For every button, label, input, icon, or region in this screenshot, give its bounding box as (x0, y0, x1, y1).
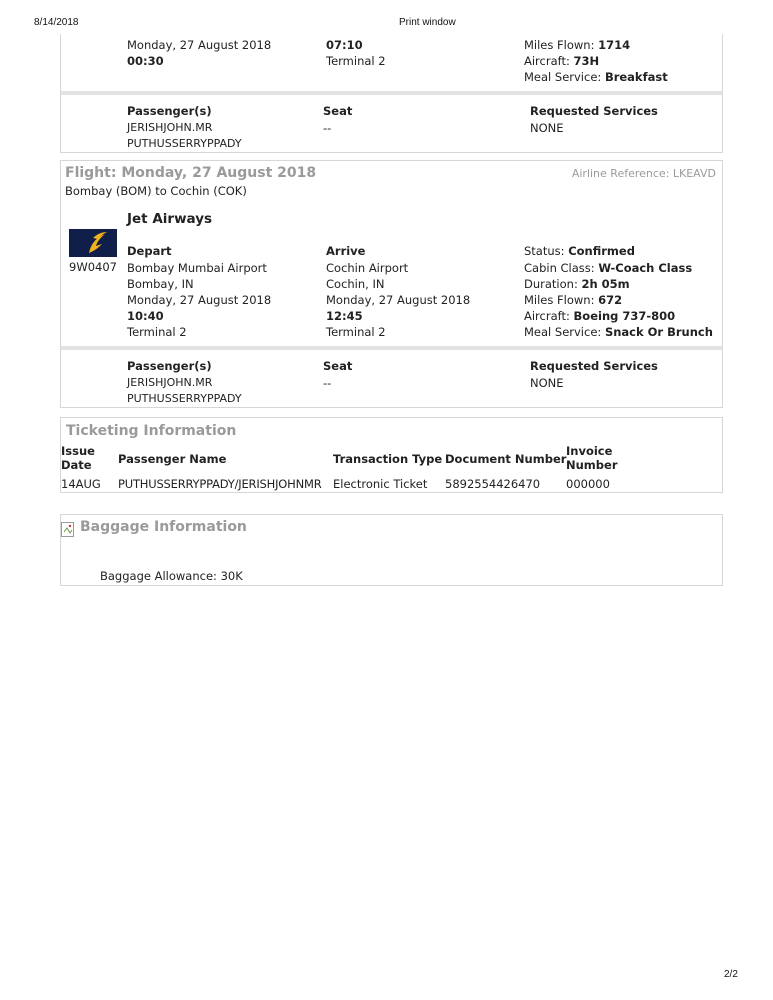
arrive-city: Cochin, IN (326, 277, 385, 291)
seat-header: Seat (323, 359, 353, 373)
depart-airport: Bombay Mumbai Airport (127, 261, 267, 275)
flight-separator (61, 346, 722, 350)
depart-header: Depart (127, 244, 172, 258)
col-transaction-type: Transaction Type (333, 452, 443, 466)
jet-airways-logo-icon (69, 229, 117, 257)
flight-status: Status: Confirmed (524, 244, 635, 258)
prev-separator (61, 91, 722, 95)
baggage-allowance: Baggage Allowance: 30K (100, 569, 243, 583)
print-date: 8/14/2018 (34, 17, 79, 28)
airline-name: Jet Airways (127, 211, 213, 227)
airline-reference: Airline Reference: LKEAVD (571, 167, 716, 180)
meal-service: Meal Service: Snack Or Brunch (524, 325, 713, 339)
row-issue-date: 14AUG (61, 477, 101, 491)
prev-aircraft: Aircraft: 73H (524, 54, 600, 68)
flight-title: Flight: Monday, 27 August 2018 (65, 165, 317, 181)
page-number: 2/2 (724, 969, 738, 980)
cabin-class: Cabin Class: W-Coach Class (524, 261, 693, 275)
pax-header: Passenger(s) (127, 359, 212, 373)
pax-line1: JERISHJOHN.MR (127, 376, 213, 389)
depart-date: Monday, 27 August 2018 (127, 293, 272, 307)
flight-duration: Duration: 2h 05m (524, 277, 630, 291)
prev-depart-date: Monday, 27 August 2018 (127, 38, 272, 52)
flight-number: 9W0407 (69, 260, 117, 274)
pax-line2: PUTHUSSERRYPPADY (127, 392, 242, 405)
prev-services-value: NONE (530, 121, 564, 135)
prev-miles: Miles Flown: 1714 (524, 38, 631, 52)
services-value: NONE (530, 376, 564, 390)
prev-meal: Meal Service: Breakfast (524, 70, 668, 84)
row-passenger-name: PUTHUSSERRYPPADY/JERISHJOHNMR (118, 477, 322, 491)
arrive-terminal: Terminal 2 (326, 325, 386, 339)
row-transaction-type: Electronic Ticket (333, 477, 428, 491)
col-issue-date: Issue Date (61, 444, 95, 472)
prev-pax-line1: JERISHJOHN.MR (127, 121, 213, 134)
arrive-airport: Cochin Airport (326, 261, 409, 275)
row-invoice-number: 000000 (566, 477, 610, 491)
row-document-number: 5892554426470 (445, 477, 541, 491)
flight-route: Bombay (BOM) to Cochin (COK) (65, 184, 247, 198)
prev-seat-header: Seat (323, 104, 353, 118)
broken-image-icon (61, 522, 75, 538)
prev-depart-time: 00:30 (127, 54, 164, 68)
depart-city: Bombay, IN (127, 277, 194, 291)
depart-time: 10:40 (127, 309, 164, 323)
arrive-date: Monday, 27 August 2018 (326, 293, 471, 307)
prev-services-header: Requested Services (530, 104, 658, 118)
prev-pax-header: Passenger(s) (127, 104, 212, 118)
arrive-time: 12:45 (326, 309, 363, 323)
miles-flown: Miles Flown: 672 (524, 293, 623, 307)
arrive-header: Arrive (326, 244, 366, 258)
print-title: Print window (399, 17, 456, 28)
baggage-title: Baggage Information (80, 519, 247, 535)
prev-pax-line2: PUTHUSSERRYPPADY (127, 137, 242, 150)
depart-terminal: Terminal 2 (127, 325, 187, 339)
seat-value: -- (323, 376, 332, 390)
col-passenger-name: Passenger Name (118, 452, 227, 466)
prev-arrive-terminal: Terminal 2 (326, 54, 386, 68)
prev-seat-value: -- (323, 121, 332, 135)
services-header: Requested Services (530, 359, 658, 373)
jet-airways-logo (69, 229, 117, 257)
aircraft: Aircraft: Boeing 737-800 (524, 309, 676, 323)
prev-arrive-time: 07:10 (326, 38, 363, 52)
col-invoice-number: Invoice Number (566, 444, 618, 472)
col-document-number: Document Number (445, 452, 567, 466)
ticketing-title: Ticketing Information (66, 423, 237, 439)
